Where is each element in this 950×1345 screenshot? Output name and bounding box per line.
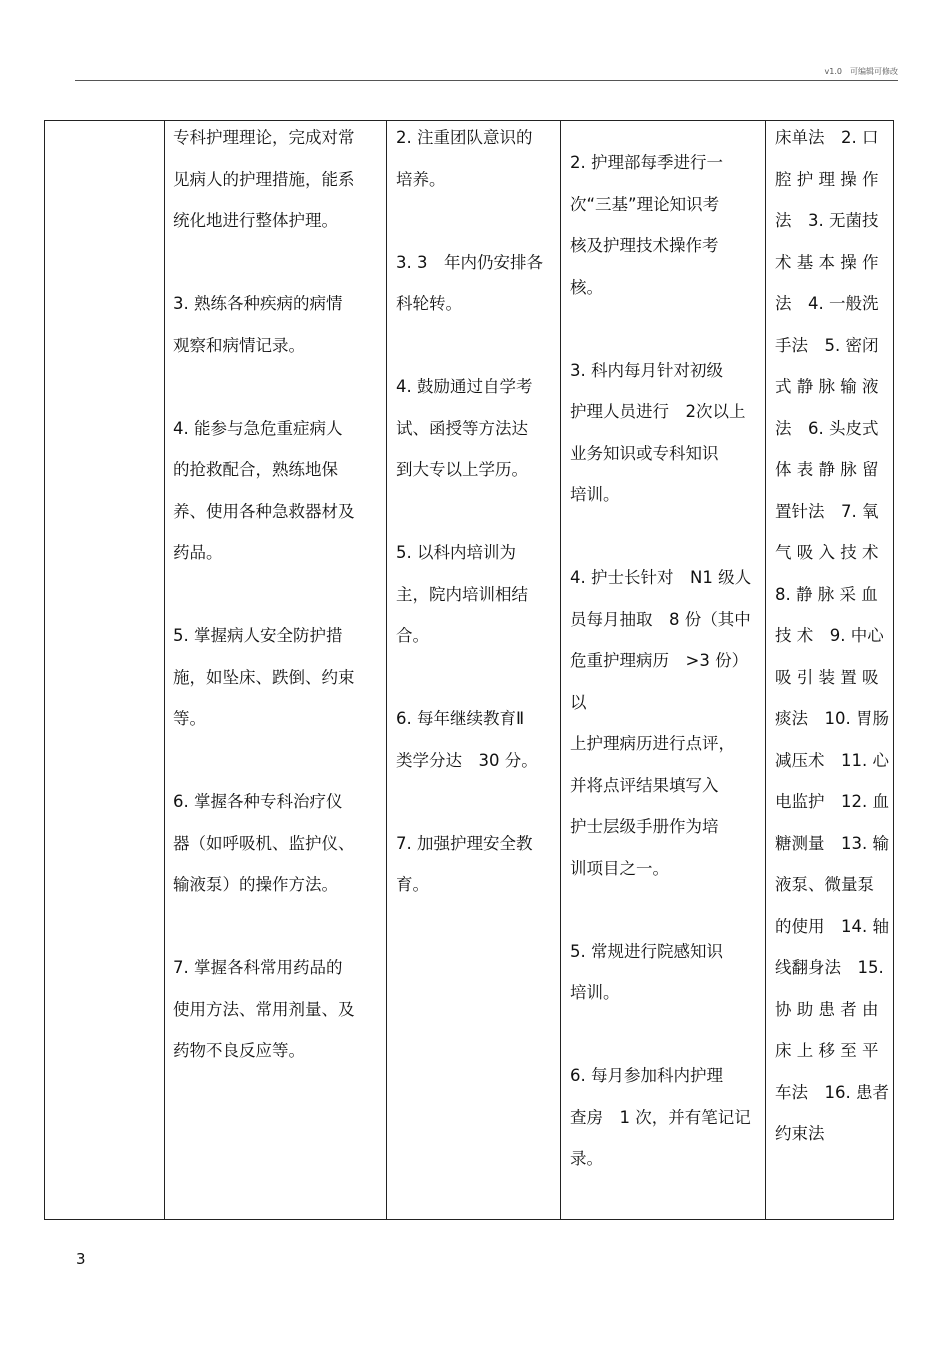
table-cell-requirements bbox=[165, 121, 387, 1219]
table-cell-measures bbox=[387, 121, 561, 1219]
table-cell-col1 bbox=[45, 121, 165, 1219]
training-table bbox=[44, 120, 894, 1220]
cell-text-skills: 床单法 2. 口 腔 护 理 操 作 法 3. 无菌技 术 基 本 操 作 法 4. 一般洗 手法 5. 密闭 式 静 脉 输 液 法 6. 头皮式 体 表 静 脉 留 置针法 7. 氧 气 吸 入 技 术 8. 静 脉 采 血 技 术 9. 中心 吸 引 装 置 吸 痰法 10. 胃肠 减压术 11. 心 电监护 12. 血 糖测量 13. 输 液泵、微量泵 的使用 14. 轴 线翻身法 15. 协 助 患 者 由 床 上 移 至 平 车法 16. 患者 约束法 bbox=[775, 128, 889, 1143]
table-cell-assessment bbox=[561, 121, 766, 1219]
page-number: 3 bbox=[76, 1250, 86, 1268]
table-cell-skills bbox=[766, 121, 893, 1219]
cell-text-assessment: 2. 护理部每季进行一 次“三基”理论知识考 核及护理技术操作考 核。 3. 科内每月针对初级 护理人员进行 2次以上 业务知识或专科知识 培训。 4. 护士长针对 N1 级人 员每月抽取 8 份（其中 危重护理病历 >3 份）以 上护理病历进行点评， 并将点评结果填写入 护士层级手册作为培 训项目之一。 5. 常规进行院感知识 培训。 6. 每月参加科内护理 查房 1 次，并有笔记记 录。 bbox=[570, 153, 752, 1168]
header-rule bbox=[75, 80, 898, 81]
version-label: v1.0 可编辑可修改 bbox=[824, 67, 898, 76]
cell-text-measures: 2. 注重团队意识的 培养。 3. 3 年内仍安排各 科轮转。 4. 鼓励通过自学考 试、函授等方法达 到大专以上学历。 5. 以科内培训为 主，院内培训相结 合。 6. 每年继续教育Ⅱ 类学分达 30 分。 7. 加强护理安全教 育。 bbox=[396, 128, 543, 894]
cell-text-requirements: 专科护理理论，完成对常 见病人的护理措施，能系 统化地进行整体护理。 3. 熟练各种疾病的病情 观察和病情记录。 4. 能参与急危重症病人 的抢救配合，熟练地保 养、使用各种急救器材及 药品。 5. 掌握病人安全防护措 施，如坠床、跌倒、约束 等。 6. 掌握各种专科治疗仪 器（如呼吸机、监护仪、 输液泵）的操作方法。 7. 掌握各科常用药品的 使用方法、常用剂量、及 药物不良反应等。 bbox=[173, 128, 355, 1060]
